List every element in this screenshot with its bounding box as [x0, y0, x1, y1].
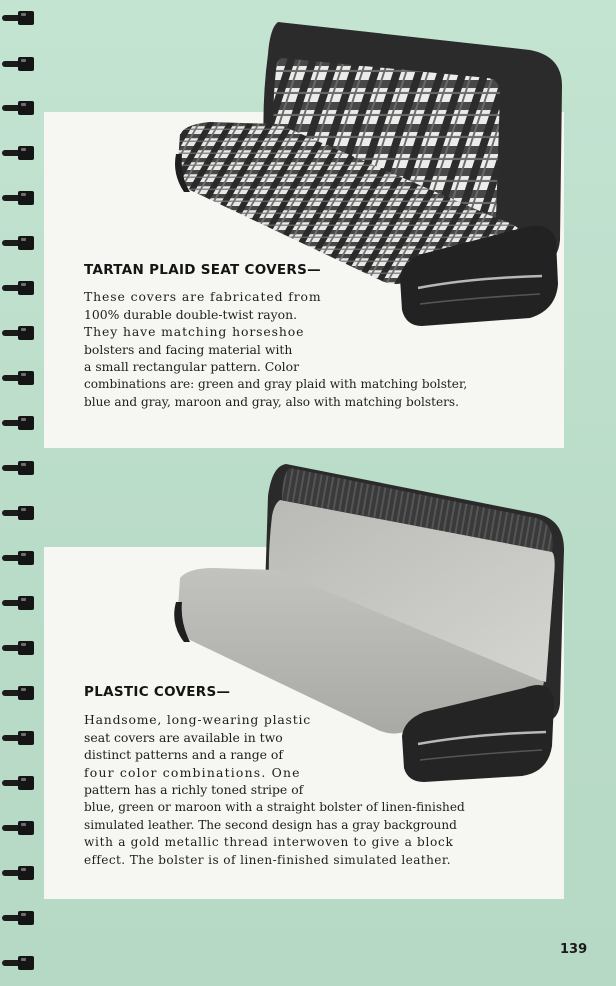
- binding-ring: [2, 416, 34, 430]
- binding-ring: [2, 776, 34, 790]
- text-line: bolsters and facing material with: [84, 341, 293, 357]
- text-line: blue, green or maroon with a straight bolster of linen-finished: [84, 799, 465, 814]
- plastic-description: [84, 711, 465, 869]
- text-line: They have matching horseshoe: [84, 324, 305, 340]
- text-line: 100% durable double-twist rayon.: [84, 306, 298, 322]
- binding-ring: [2, 461, 34, 475]
- text-line: pattern has a richly toned stripe of: [84, 782, 304, 798]
- binding-ring: [2, 236, 34, 250]
- binding-ring: [2, 506, 34, 520]
- text-line: These covers are fabricated from: [84, 289, 322, 304]
- spiral-binding: [0, 0, 40, 986]
- binding-ring: [2, 57, 34, 71]
- binding-ring: [2, 191, 34, 205]
- binding-ring: [2, 866, 34, 880]
- tartan-description: [84, 288, 467, 411]
- binding-ring: [2, 596, 34, 610]
- text-line: effect. The bolster is of linen-finished simulated leather.: [84, 852, 451, 867]
- binding-ring: [2, 146, 34, 160]
- text-line: combinations are: green and gray plaid with matching bolster,: [84, 376, 468, 391]
- page-number: 139: [560, 942, 588, 957]
- text-line: with a gold metallic thread interwoven to give a block: [84, 835, 454, 850]
- text-line: a small rectangular pattern. Color: [84, 359, 300, 375]
- text-line: simulated leather. The second design has a gray background: [84, 817, 457, 832]
- plastic-heading: PLASTIC COVERS—: [84, 684, 231, 700]
- text-line: blue and gray, maroon and gray, also with matching bolsters.: [84, 394, 459, 409]
- text-line: four color combinations. One: [84, 764, 301, 780]
- binding-ring: [2, 11, 34, 25]
- binding-ring: [2, 911, 34, 925]
- binding-ring: [2, 686, 34, 700]
- binding-ring: [2, 101, 34, 115]
- binding-ring: [2, 326, 34, 340]
- tartan-heading: TARTAN PLAID SEAT COVERS—: [84, 262, 321, 278]
- text-line: seat covers are available in two: [84, 729, 283, 745]
- binding-ring: [2, 956, 34, 970]
- text-line: distinct patterns and a range of: [84, 747, 283, 763]
- binding-ring: [2, 641, 34, 655]
- binding-ring: [2, 551, 34, 565]
- text-line: Handsome, long-wearing plastic: [84, 712, 311, 727]
- binding-ring: [2, 371, 34, 385]
- binding-ring: [2, 281, 34, 295]
- tartan-seat-illustration: [170, 14, 570, 334]
- binding-ring: [2, 731, 34, 745]
- binding-ring: [2, 821, 34, 835]
